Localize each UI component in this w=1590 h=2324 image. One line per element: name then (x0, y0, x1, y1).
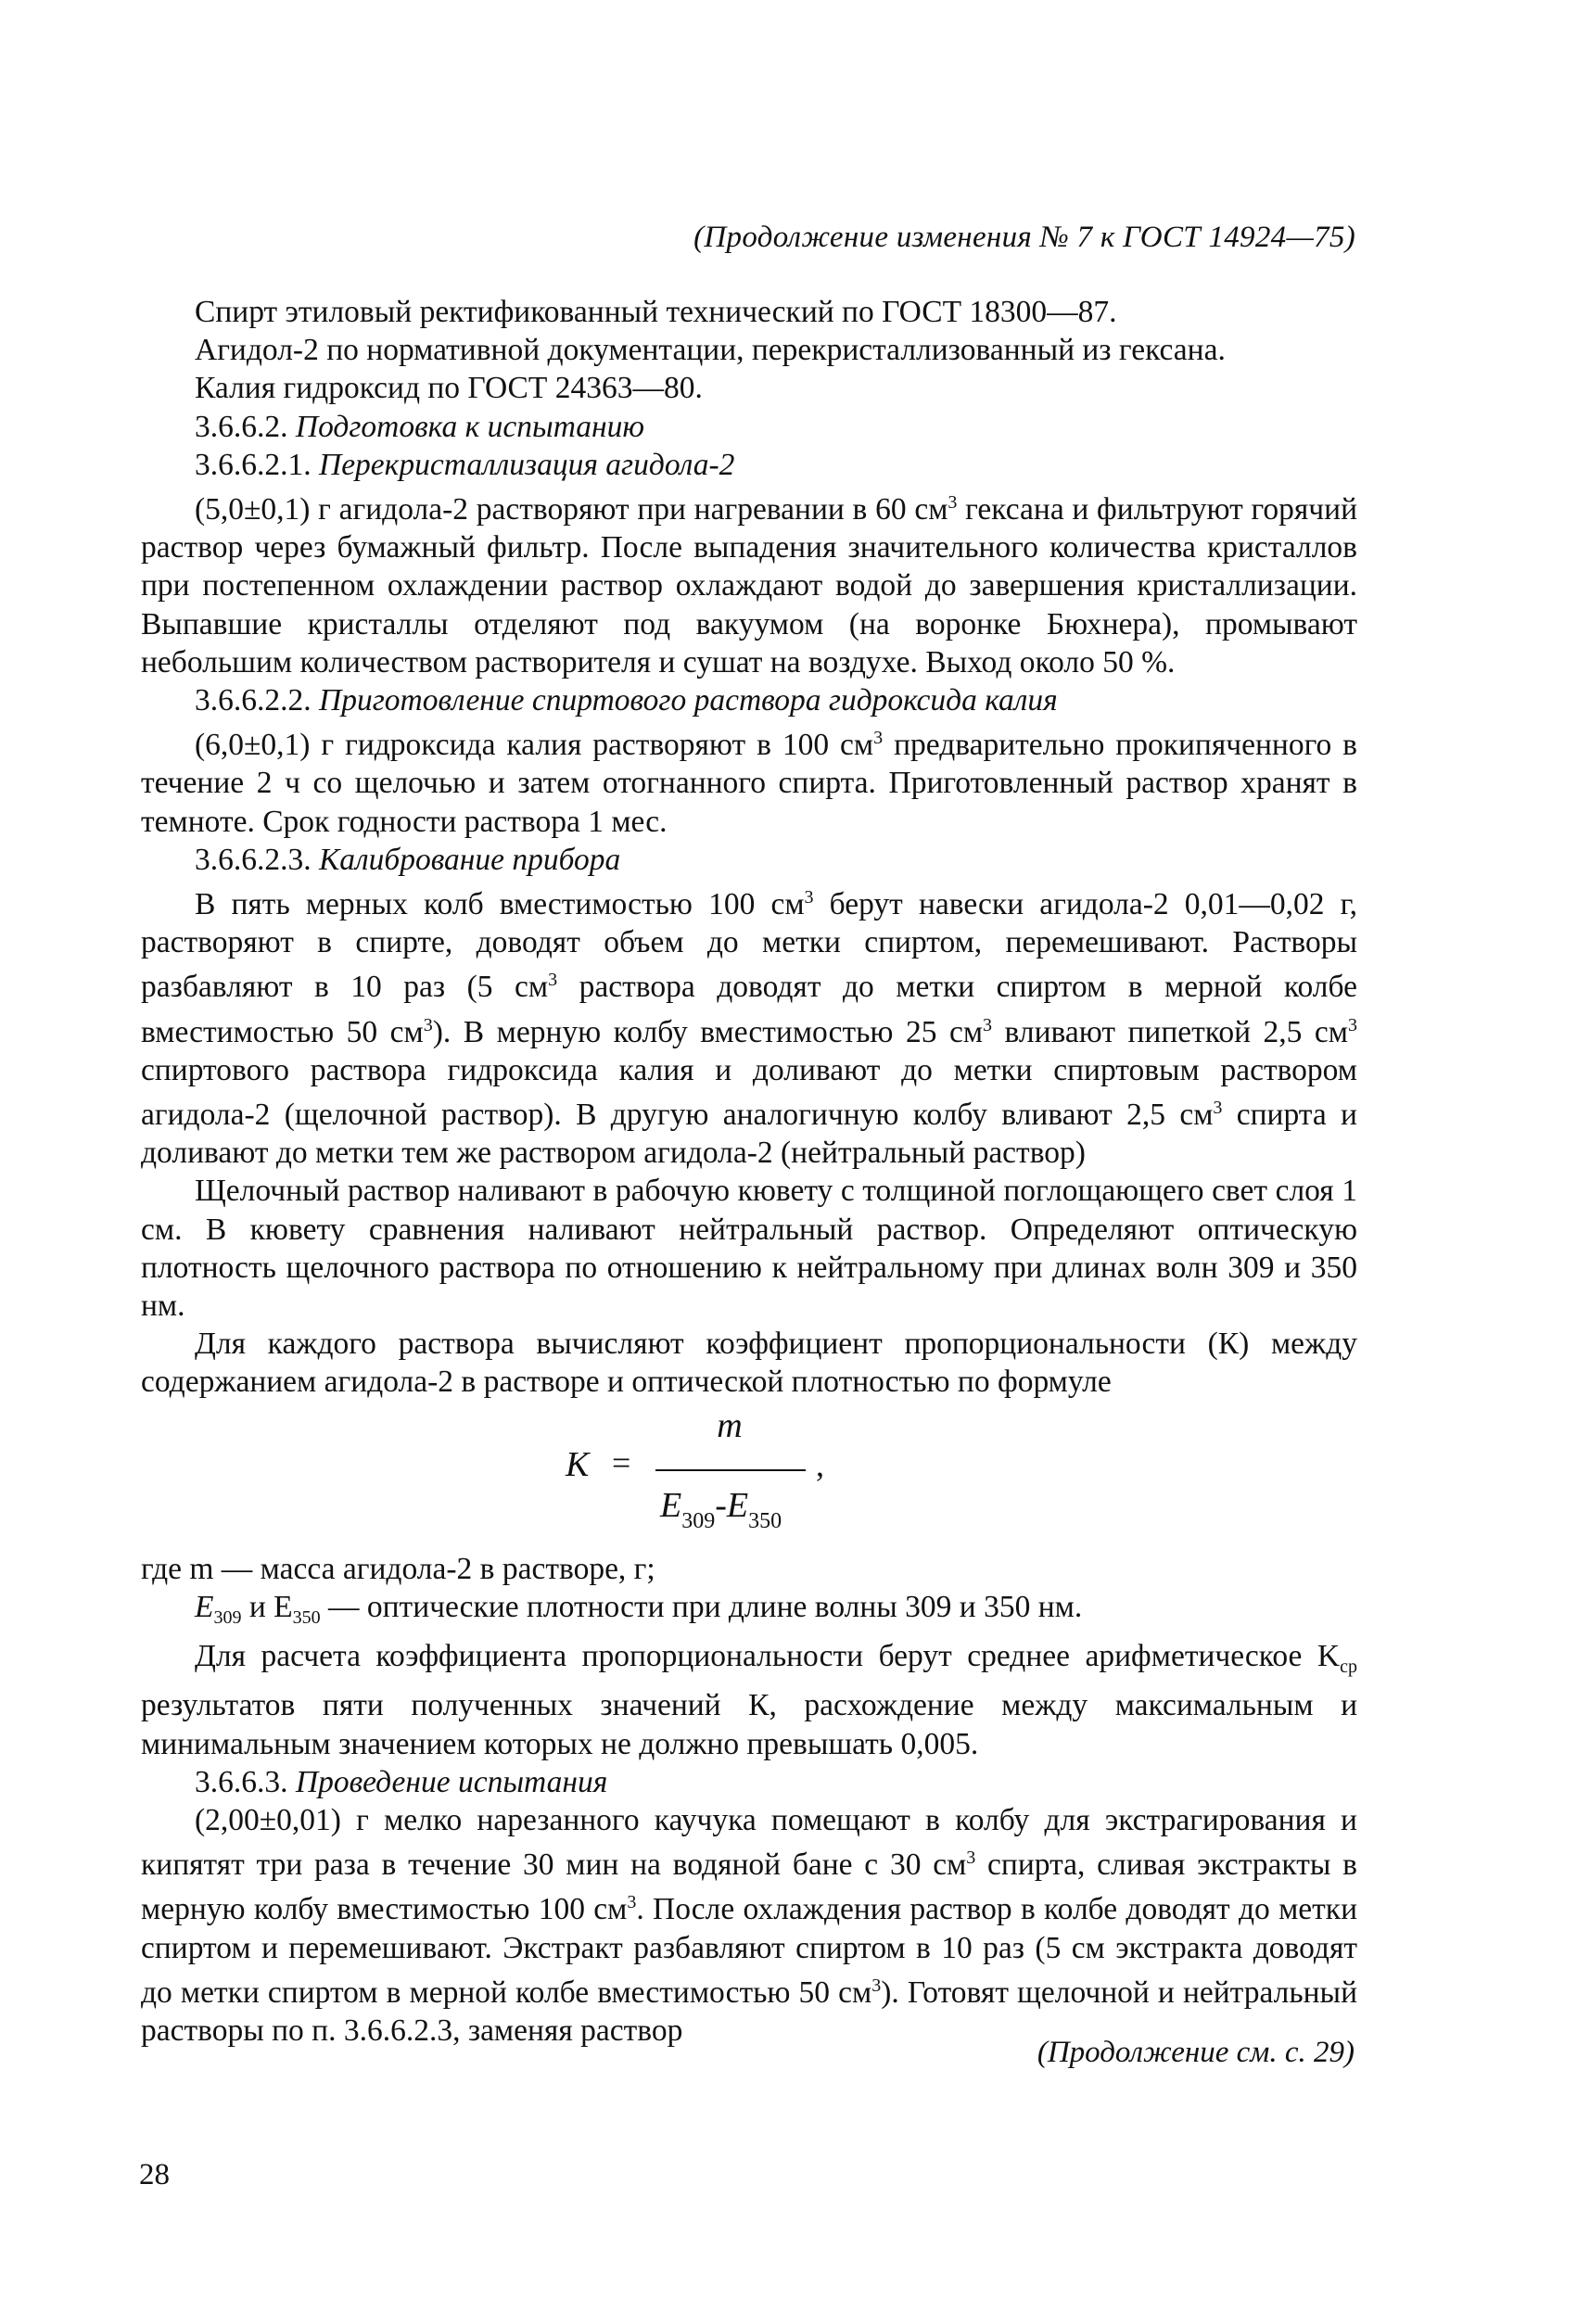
paragraph-koh-solution: (6,0±0,1) г гидроксида калия растворяют в 100 $см^3$ предварительно прокипяченного в течение 2 ч со щелочью и затем отогнанного спирта. Приготовленный раствор хранят в темноте. Срок годности раствора 1 мес. (141, 728, 1357, 839)
document-body (141, 293, 1357, 2050)
section-title: Перекристаллизация агидола-2 (319, 447, 735, 482)
continuation-header: (Продолжение изменения № 7 к ГОСТ 14924—75) (693, 221, 1355, 254)
continuation-footer: (Продолжение см. с. 29) (1037, 2036, 1355, 2069)
fraction-bar (655, 1469, 806, 1471)
page-number: 28 (139, 2158, 170, 2191)
section-number: 3.6.6.2.2. (195, 683, 312, 718)
section-heading-3-6-6-2-1 (141, 446, 1357, 484)
text-line: Спирт этиловый ректификованный технический по ГОСТ 18300—87. (195, 295, 1117, 329)
formula-denominator: $E_{309}-E_{350}$ (660, 1485, 782, 1533)
text-line: Агидол-2 по нормативной документации, перекристаллизованный из гексана. (195, 333, 1226, 368)
paragraph-where-m: где m — масса агидола-2 в растворе, г; (141, 1551, 655, 1586)
section-heading-3-6-6-2 (141, 408, 1357, 446)
text-line: Калия гидроксид по ГОСТ 24363—80. (195, 371, 703, 406)
section-number: 3.6.6.3. (195, 1764, 288, 1799)
section-heading-3-6-6-2-3 (141, 841, 1357, 879)
section-title: Приготовление спиртового раствора гидроксида калия (319, 683, 1058, 718)
section-title: Калибрование прибора (319, 842, 621, 877)
formula-numerator: m (717, 1405, 743, 1445)
paragraph-coefficient: Для каждого раствора вычисляют коэффициент пропорциональности (К) между содержанием агидола-2 в растворе и оптической плотностью по формуле (141, 1327, 1357, 1400)
formula-k (141, 1407, 1357, 1544)
paragraph-calibration: В пять мерных колб вместимостью 100 $см^3$ берут навески агидола-2 0,01—0,02 г, растворяют в спирте, доводят объем до метки спиртом, перемешивают. Растворы разбавляют в 10 раз (5 $см^3$ раствора доводят до метки спиртом в мерной колбе вместимостью 50 $см^3$). В мерную колбу вместимостью 25 $см^3$ вливают пипеткой 2,5 $см^3$ спиртового раствора гидроксида калия и доливают до метки спиртовым раствором агидола-2 (щелочной раствор). В другую аналогичную колбу вливают 2,5 $см^3$ спирта и доливают до метки тем же раствором агидола-2 (нейтральный раствор) (141, 887, 1357, 1171)
section-heading-3-6-6-3 (141, 1763, 1357, 1801)
formula-lhs: K (566, 1444, 590, 1484)
formula-comma: , (816, 1445, 824, 1483)
section-number: 3.6.6.2.1. (195, 447, 312, 482)
section-number: 3.6.6.2. (195, 409, 288, 444)
paragraph-recrystallization: (5,0±0,1) г агидола-2 растворяют при нагревании в 60 $см^3$ гексана и фильтруют горячий раствор через бумажный фильтр. После выпадения значительного количества кристаллов при постепенном охлаждении раствор охлаждают водой до завершения кристаллизации. Выпавшие кристаллы отделяют под вакуумом (на воронке Бюхнера), промывают небольшим количеством растворителя и сушат на воздухе. Выход около 50 %. (141, 492, 1357, 679)
paragraph-test-procedure: (2,00±0,01) г мелко нарезанного каучука помещают в колбу для экстрагирования и кипятят три раза в течение 30 мин на водяной бане с 30 $см^3$ спирта, сливая экстракты в мерную колбу вместимостью 100 $см^3$. После охлаждения раствор в колбе доводят до метки спиртом и перемешивают. Экстракт разбавляют спиртом в 10 раз (5 см экстракта доводят до метки спиртом в мерной колбе вместимостью 50 $см^3$). Готовят щелочной и нейтральный растворы по п. 3.6.6.2.3, заменяя раствор (141, 1802, 1357, 2048)
section-heading-3-6-6-2-2 (141, 681, 1357, 719)
paragraph-alkaline-solution: Щелочный раствор наливают в рабочую кювету с толщиной поглощающего свет слоя 1 см. В кювету сравнения наливают нейтральный раствор. Определяют оптическую плотность щелочного раствора по отношению к нейтральному при длинах волн 309 и 350 нм. (141, 1174, 1357, 1324)
section-number: 3.6.6.2.3. (195, 842, 312, 877)
section-title: Проведение испытания (295, 1764, 608, 1799)
paragraph-mean-coefficient: Для расчета коэффициента пропорциональности берут среднее арифметическое $K_{ср}$ результатов пяти полученных значений К, расхождение между максимальным и минимальным значением которых не должно превышать 0,005. (141, 1639, 1357, 1761)
formula-equals: = (612, 1443, 631, 1481)
paragraph-where-e: $E_{309}$ и $E_{350}$ — оптические плотности при длине волны 309 и 350 нм. (195, 1589, 1083, 1628)
section-title: Подготовка к испытанию (295, 409, 645, 444)
